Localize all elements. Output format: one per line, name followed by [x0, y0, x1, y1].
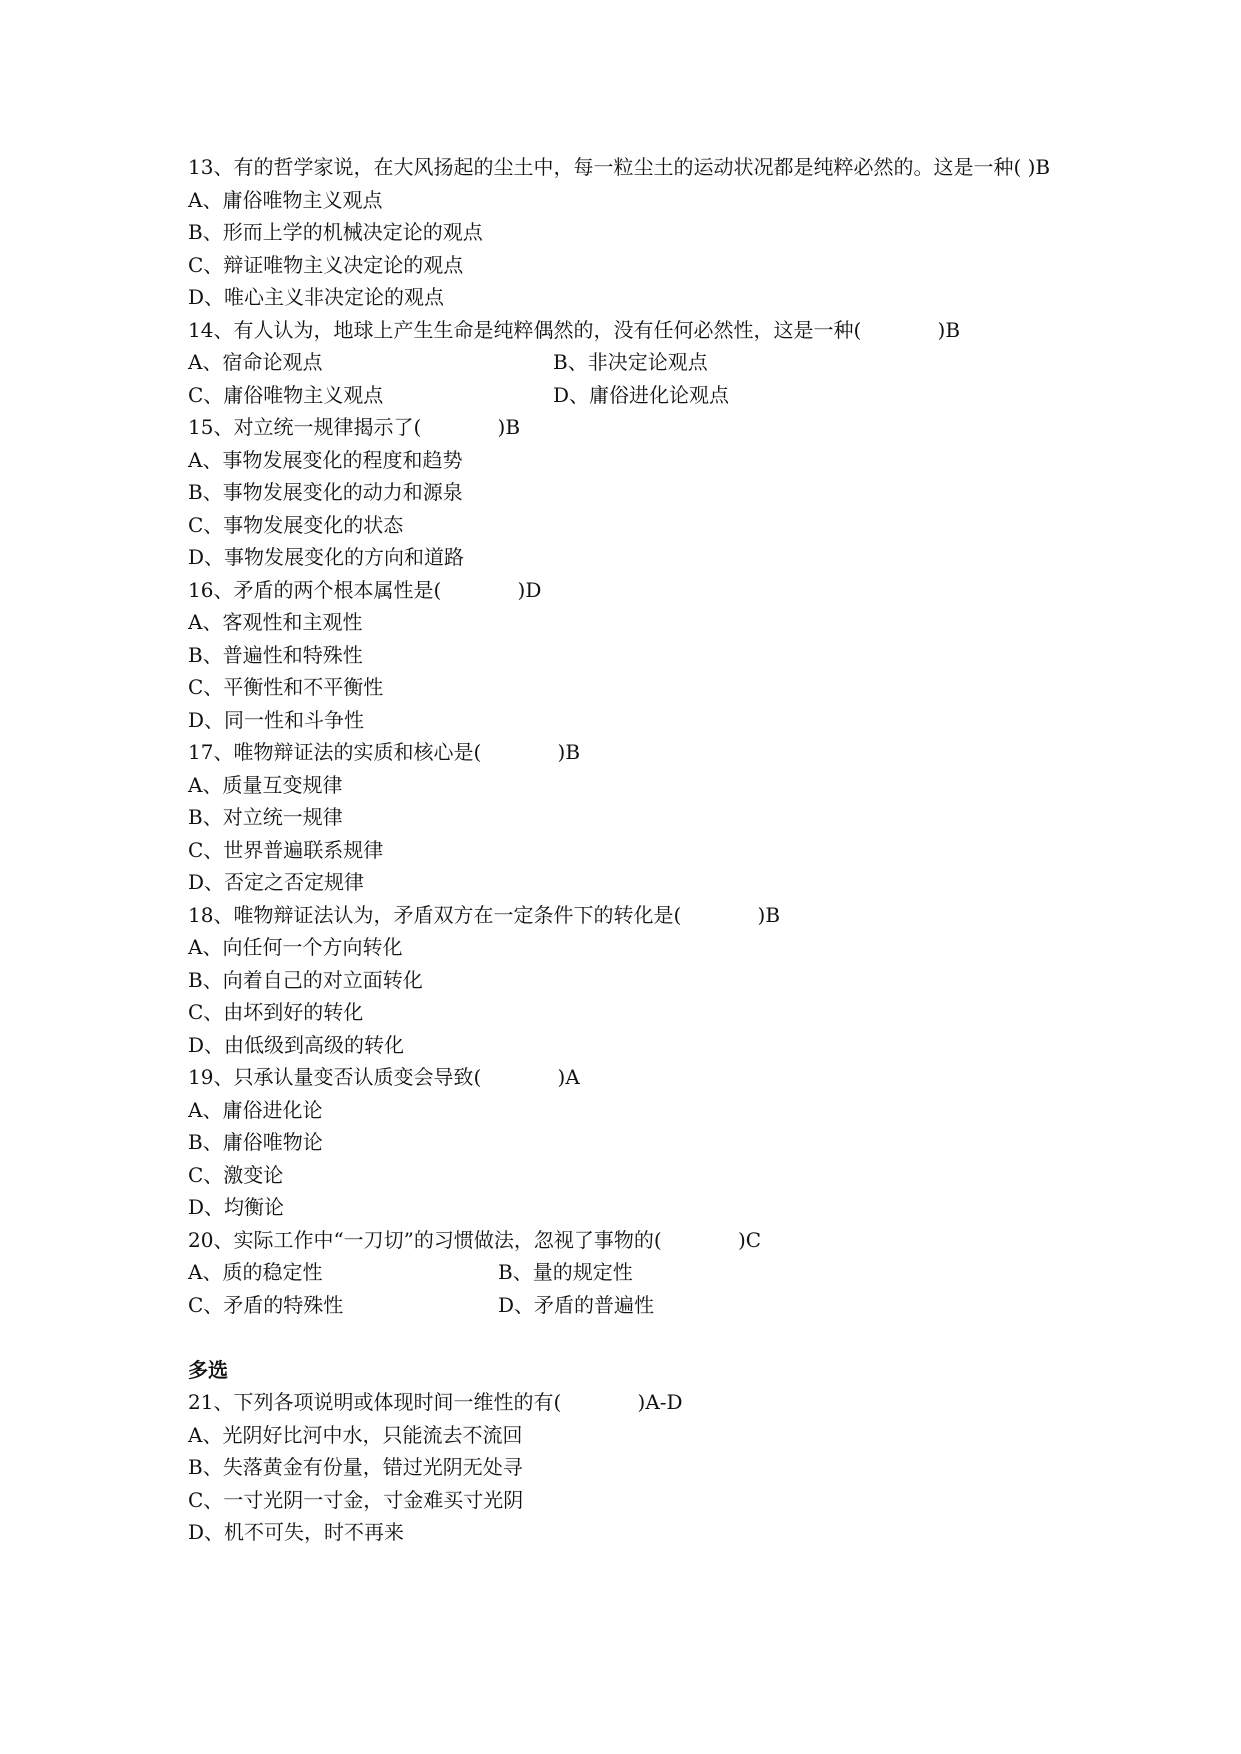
q14-option-a: A、宿命论观点 — [188, 350, 323, 374]
question-17: 17、唯物辩证法的实质和核心是( )B — [188, 740, 581, 764]
q18-option-b: B、向着自己的对立面转化 — [188, 967, 423, 992]
section-spacer — [188, 1321, 1068, 1354]
q13-option-d: D、唯心主义非决定论的观点 — [188, 285, 445, 309]
question-18: 18、唯物辩证法认为，矛盾双方在一定条件下的转化是( )B — [188, 902, 781, 927]
q15-option-a: A、事物发展变化的程度和趋势 — [188, 447, 463, 472]
q17-option-c: C、世界普遍联系规律 — [188, 837, 384, 862]
q15-option-d: D、事物发展变化的方向和道路 — [188, 545, 465, 569]
section-title-multiple-choice: 多选 — [188, 1357, 228, 1382]
q19-option-b: B、庸俗唯物论 — [188, 1130, 323, 1154]
q19-option-c: C、激变论 — [188, 1162, 284, 1187]
question-14: 14、有人认为，地球上产生生命是纯粹偶然的，没有任何必然性，这是一种( )B — [188, 317, 961, 342]
q21-option-d: D、机不可失，时不再来 — [188, 1520, 405, 1544]
q17-option-b: B、对立统一规律 — [188, 805, 343, 829]
question-21: 21、下列各项说明或体现时间一维性的有( )A-D — [188, 1390, 683, 1414]
q17-option-d: D、否定之否定规律 — [188, 870, 365, 894]
q21-option-c: C、一寸光阴一寸金，寸金难买寸光阴 — [188, 1487, 524, 1512]
q14-option-b: B、非决定论观点 — [553, 350, 708, 374]
question-15: 15、对立统一规律揭示了( )B — [188, 415, 521, 439]
question-20: 20、实际工作中“一刀切”的习惯做法，忽视了事物的( )C — [188, 1227, 762, 1252]
q16-option-b: B、普遍性和特殊性 — [188, 642, 363, 667]
q16-option-a: A、客观性和主观性 — [188, 610, 363, 634]
q20-option-d: D、矛盾的普遍性 — [498, 1292, 655, 1317]
q19-option-d: D、均衡论 — [188, 1195, 285, 1219]
q20-option-c: C、矛盾的特殊性 — [188, 1292, 344, 1317]
q18-option-a: A、向任何一个方向转化 — [188, 935, 403, 959]
q15-option-c: C、事物发展变化的状态 — [188, 512, 404, 537]
q16-option-c: C、平衡性和不平衡性 — [188, 675, 384, 699]
q14-options-row-1 — [188, 346, 1068, 379]
q14-options-row-2 — [188, 379, 1068, 412]
q19-option-a: A、庸俗进化论 — [188, 1097, 323, 1122]
q20-option-b: B、量的规定性 — [498, 1260, 633, 1284]
document-page — [188, 151, 1068, 1549]
q20-options-row-2 — [188, 1289, 1068, 1322]
q15-option-b: B、事物发展变化的动力和源泉 — [188, 480, 463, 504]
q16-option-d: D、同一性和斗争性 — [188, 707, 365, 732]
q21-option-a: A、光阴好比河中水，只能流去不流回 — [188, 1422, 523, 1447]
q20-option-a: A、质的稳定性 — [188, 1260, 323, 1284]
q21-option-b: B、失落黄金有份量，错过光阴无处寻 — [188, 1455, 523, 1479]
q13-option-b: B、形而上学的机械决定论的观点 — [188, 220, 483, 244]
q14-option-c: C、庸俗唯物主义观点 — [188, 382, 384, 407]
q13-option-c: C、辩证唯物主义决定论的观点 — [188, 252, 464, 277]
q13-option-a: A、庸俗唯物主义观点 — [188, 187, 383, 212]
question-16: 16、矛盾的两个根本属性是( )D — [188, 577, 542, 602]
q17-option-a: A、质量互变规律 — [188, 772, 343, 797]
q18-option-d: D、由低级到高级的转化 — [188, 1032, 405, 1057]
q20-options-row-1 — [188, 1256, 1068, 1289]
q18-option-c: C、由坏到好的转化 — [188, 1000, 364, 1024]
question-19: 19、只承认量变否认质变会导致( )A — [188, 1065, 580, 1089]
q14-option-d: D、庸俗进化论观点 — [553, 382, 730, 407]
question-13: 13、有的哲学家说，在大风扬起的尘土中，每一粒尘土的运动状况都是纯粹必然的。这是一种( )B — [188, 155, 1051, 179]
